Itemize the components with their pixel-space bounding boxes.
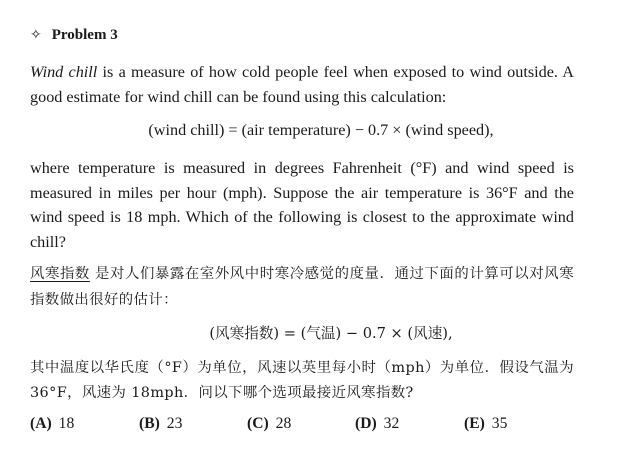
- choice-value: 35: [491, 415, 508, 432]
- choice-value: 23: [166, 415, 183, 432]
- chinese-intro-text: 是对人们暴露在室外风中时寒冷感觉的度量．通过下面的计算可以对风寒指数做出很好的估计：: [30, 266, 574, 308]
- english-intro-text: is a measure of how cold people feel when exposed to wind outside. A good estimate for wind chill can be found using this calculation:: [30, 63, 574, 106]
- choice-c[interactable]: [247, 415, 291, 433]
- choice-letter: (A): [30, 415, 52, 432]
- choice-b[interactable]: [139, 415, 182, 433]
- problem-header: [30, 27, 118, 44]
- choice-letter: (E): [464, 415, 485, 432]
- choice-value: 28: [275, 415, 292, 432]
- chinese-formula: (风寒指数) = (气温) − 0.7 × (风速),: [209, 325, 453, 342]
- choice-a[interactable]: [30, 415, 74, 433]
- choice-d[interactable]: [355, 415, 399, 433]
- choice-e[interactable]: [464, 415, 507, 433]
- chinese-question: 其中温度以华氏度（°F）为单位，风速以英里每小时（mph）为单位．假设气温为 36°F，风速为 18mph．问以下哪个选项最接近风寒指数?: [30, 360, 574, 401]
- diamond-outline-icon: ✧: [30, 27, 42, 43]
- english-intro: [30, 60, 574, 109]
- problem-title: Problem 3: [51, 27, 118, 43]
- answer-choices: [0, 415, 636, 439]
- choice-value: 18: [58, 415, 75, 432]
- english-question: where temperature is measured in degrees Fahrenheit (°F) and wind speed is measured in miles per hour (mph). Suppose the air temperature is 36°F and the wind speed is 18 mph. Which of the following is closest to the approximate wind chill?: [30, 159, 574, 251]
- chinese-intro: [30, 261, 574, 313]
- chinese-term: 风寒指数: [30, 266, 90, 282]
- english-formula: (wind chill) = (air temperature) − 0.7 × (wind speed),: [148, 121, 494, 139]
- english-term: Wind chill: [30, 63, 98, 81]
- choice-value: 32: [383, 415, 400, 432]
- choice-letter: (C): [247, 415, 269, 432]
- choice-letter: (D): [355, 415, 377, 432]
- choice-letter: (B): [139, 415, 160, 432]
